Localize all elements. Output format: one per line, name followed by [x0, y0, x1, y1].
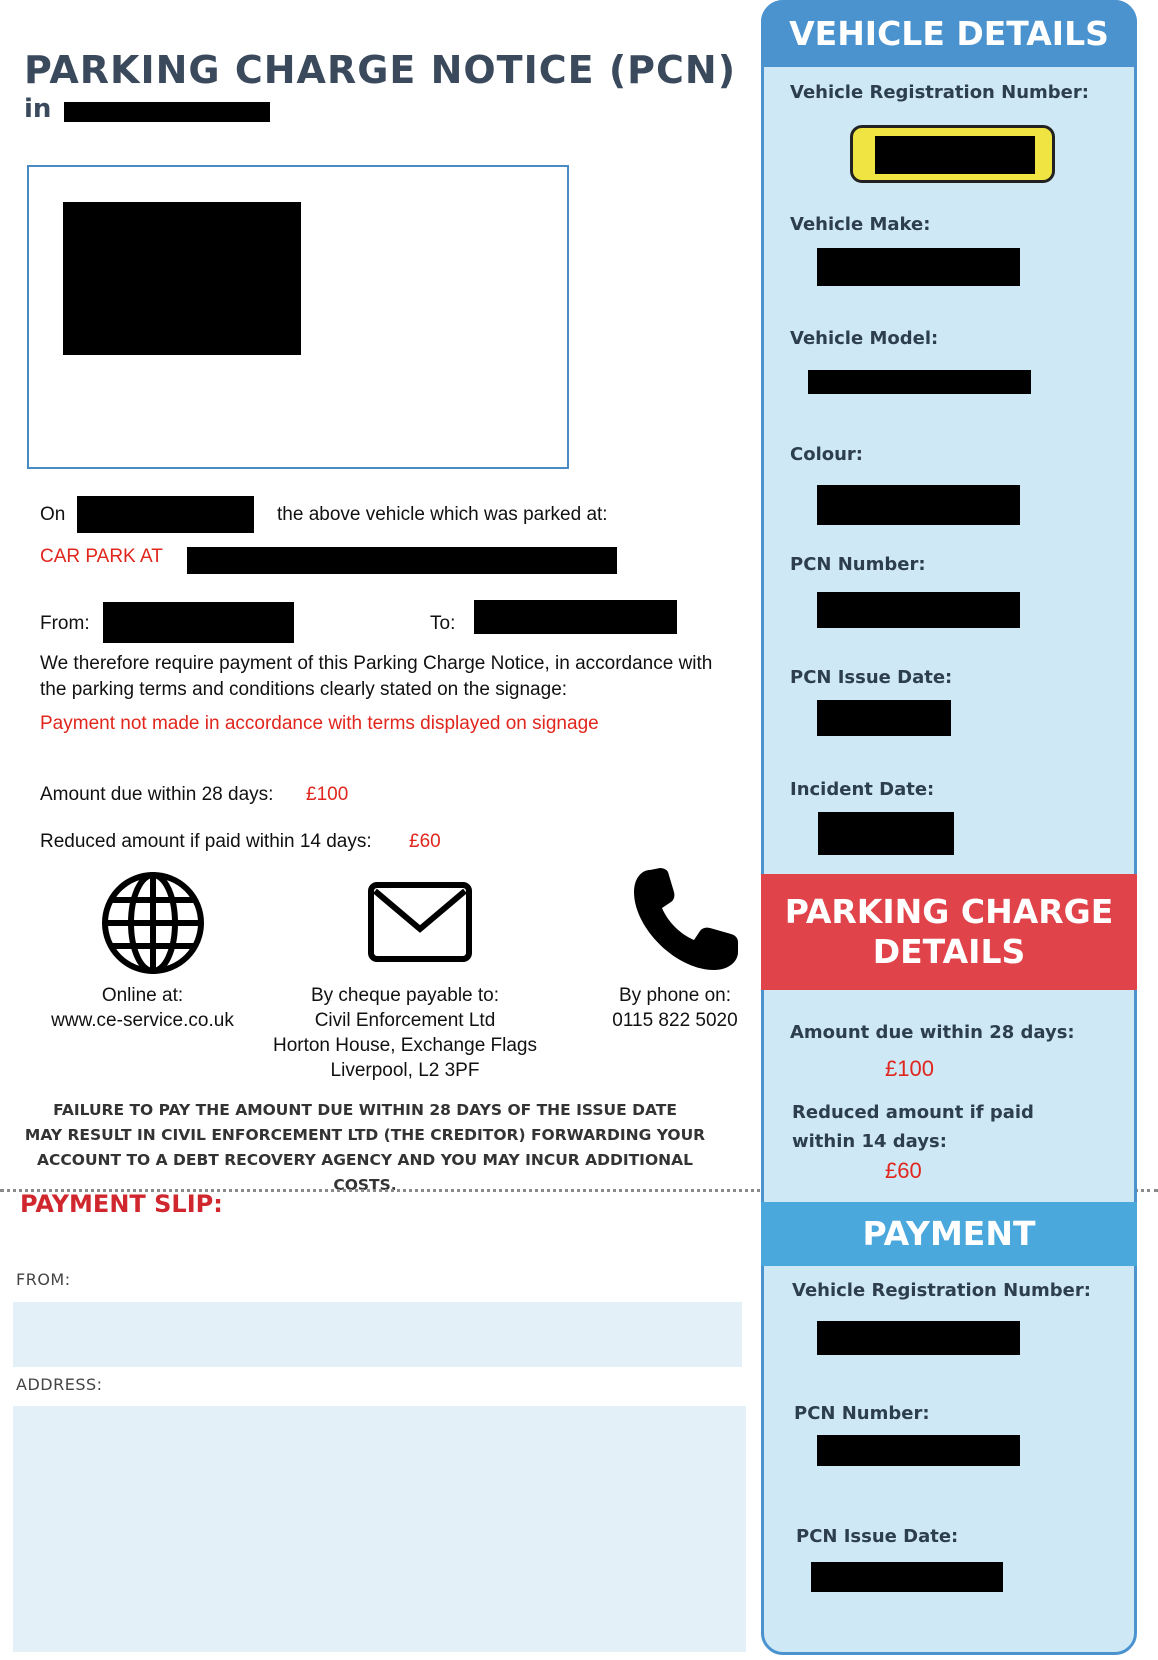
redacted-incident-date	[818, 812, 954, 855]
reduced-amount-label: Reduced amount if paid within 14 days:	[40, 831, 372, 852]
charge-heading-line2: DETAILS	[872, 932, 1026, 971]
from-label: From:	[40, 613, 90, 634]
redacted-payment-issue-date	[811, 1562, 1003, 1592]
side-reduced-label-line2: within 14 days:	[792, 1131, 947, 1152]
redacted-from-time	[103, 602, 294, 643]
reduced-amount-value: £60	[409, 831, 441, 852]
recipient-address-box	[27, 165, 569, 469]
globe-icon	[100, 870, 206, 976]
car-park-label: CAR PARK AT	[40, 546, 163, 567]
side-amount-due-value: £100	[885, 1056, 934, 1081]
vehicle-details-heading: VEHICLE DETAILS	[761, 0, 1137, 67]
location-prefix: in	[24, 94, 52, 124]
phone-icon	[632, 868, 740, 972]
vehicle-model-label: Vehicle Model:	[790, 328, 939, 349]
page-title: PARKING CHARGE NOTICE (PCN)	[24, 48, 737, 92]
slip-address-label: ADDRESS:	[16, 1375, 103, 1394]
cheque-payment-caption	[255, 983, 555, 1083]
vehicle-make-label: Vehicle Make:	[790, 214, 931, 235]
redacted-car-park	[187, 547, 617, 574]
redacted-make	[817, 248, 1020, 286]
pcn-issue-date-label: PCN Issue Date:	[790, 667, 953, 688]
cheque-label: By cheque payable to:	[310, 985, 500, 1006]
side-reduced-label-line1: Reduced amount if paid	[792, 1102, 1034, 1123]
colour-label: Colour:	[790, 444, 864, 465]
side-amount-due-label: Amount due within 28 days:	[790, 1022, 1075, 1043]
warning-line1: FAILURE TO PAY THE AMOUNT DUE WITHIN 28 DAYS OF THE ISSUE DATE	[53, 1101, 677, 1119]
cheque-address-line1: Horton House, Exchange Flags	[272, 1035, 538, 1056]
charge-reason: Payment not made in accordance with terms displayed on signage	[40, 713, 599, 734]
payment-heading: PAYMENT	[761, 1202, 1137, 1266]
cheque-address-line2: Liverpool, L2 3PF	[330, 1060, 480, 1081]
amount-due-value: £100	[306, 784, 349, 805]
redacted-payment-registration	[817, 1321, 1020, 1355]
redacted-model	[808, 370, 1031, 394]
payment-pcn-issue-label: PCN Issue Date:	[796, 1526, 959, 1547]
slip-address-field[interactable]	[13, 1406, 746, 1652]
warning-line2: MAY RESULT IN CIVIL ENFORCEMENT LTD (THE CREDITOR) FORWARDING YOUR	[24, 1126, 706, 1144]
payment-reg-label: Vehicle Registration Number:	[792, 1280, 1091, 1301]
redacted-pcn-issue-date	[817, 700, 951, 736]
cheque-payee: Civil Enforcement Ltd	[314, 1010, 496, 1031]
online-label: Online at:	[101, 985, 184, 1006]
non-payment-warning	[20, 1098, 710, 1198]
phone-payment-caption	[590, 983, 760, 1033]
incident-date-label: Incident Date:	[790, 779, 935, 800]
redacted-pcn-number	[817, 592, 1020, 628]
to-label: To:	[430, 613, 456, 634]
charge-heading-line1: PARKING CHARGE	[784, 892, 1114, 931]
redacted-registration	[875, 136, 1035, 174]
parking-charge-details-heading	[761, 874, 1137, 990]
online-url[interactable]: www.ce-service.co.uk	[51, 1010, 234, 1031]
warning-line3: ACCOUNT TO A DEBT RECOVERY AGENCY AND YOU MAY INCUR ADDITIONAL COSTS.	[37, 1151, 693, 1194]
on-label: On	[40, 504, 66, 525]
redacted-address	[63, 202, 301, 355]
parked-text: the above vehicle which was parked at:	[277, 504, 608, 525]
phone-label: By phone on:	[619, 985, 731, 1006]
registration-plate	[850, 125, 1055, 183]
online-payment-caption	[30, 983, 255, 1033]
redacted-date	[77, 496, 254, 533]
redacted-to-time	[474, 600, 677, 634]
payment-pcn-number-label: PCN Number:	[794, 1403, 930, 1424]
payment-requirement-text: We therefore require payment of this Parking Charge Notice, in accordance with the parking terms and conditions clearly stated on the signage:	[40, 653, 713, 700]
slip-from-label: FROM:	[16, 1270, 71, 1289]
amount-due-label: Amount due within 28 days:	[40, 784, 274, 805]
redacted-payment-pcn-number	[817, 1435, 1020, 1466]
slip-from-field[interactable]	[13, 1302, 742, 1367]
phone-number[interactable]: 0115 822 5020	[612, 1010, 738, 1031]
vehicle-reg-label: Vehicle Registration Number:	[790, 82, 1089, 103]
side-reduced-value: £60	[885, 1158, 922, 1183]
payment-slip-title: PAYMENT SLIP:	[20, 1190, 223, 1218]
envelope-icon	[367, 881, 473, 963]
pcn-number-label: PCN Number:	[790, 554, 926, 575]
redacted-colour	[817, 485, 1020, 525]
redacted-location	[64, 102, 270, 122]
